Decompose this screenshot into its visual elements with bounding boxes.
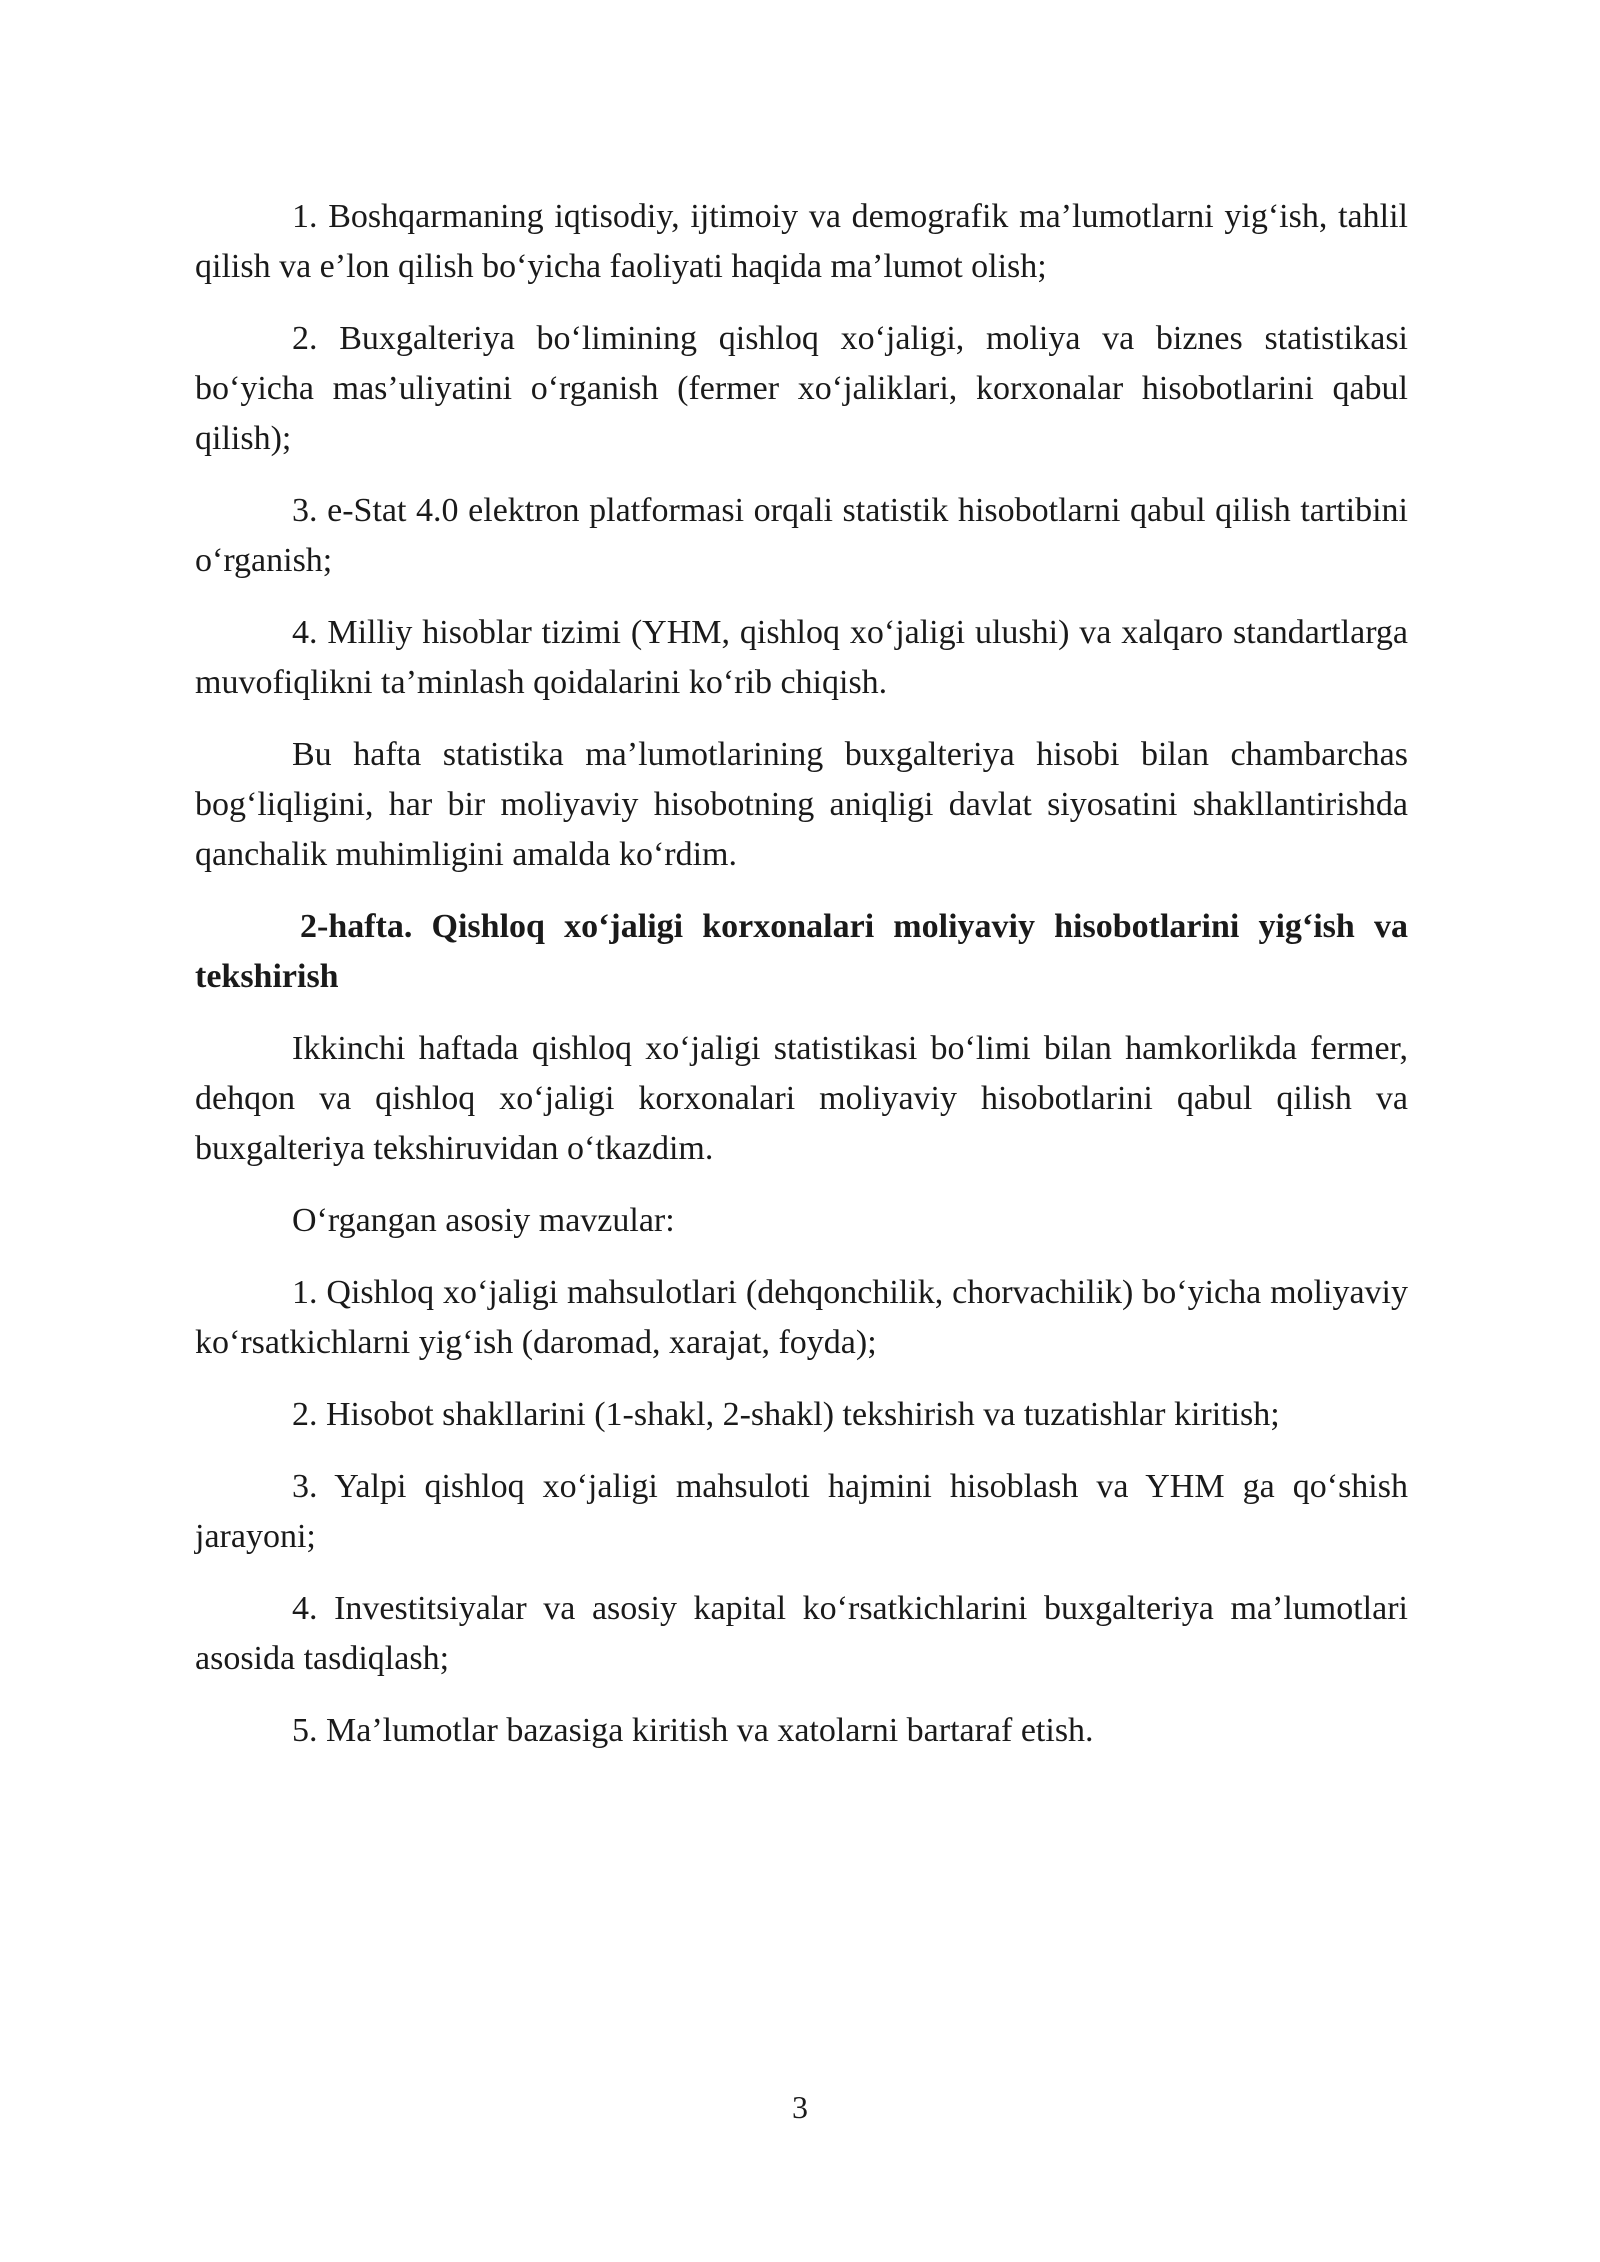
intro-item-4: 4. Milliy hisoblar tizimi (YHM, qishloq xo‘jaligi ulushi) va xalqaro standartlarga muvofiqlikni ta’minlash qoidalarini ko‘rib chiqish.: [195, 614, 1408, 701]
page-number: 3: [792, 2089, 808, 2125]
week1-summary: Bu hafta statistika ma’lumotlarining buxgalteriya hisobi bilan chambarchas bog‘liqligini, har bir moliyaviy hisobotning aniqligi davlat siyosatini shakllantirishda qanchalik muhimligini amalda ko‘rdim.: [195, 736, 1408, 873]
week2-topic-2: 2. Hisobot shakllarini (1-shakl, 2-shakl) tekshirish va tuzatishlar kiritish;: [292, 1396, 1280, 1433]
page-content: [195, 192, 1408, 1778]
week2-topic-5: 5. Ma’lumotlar bazasiga kiritish va xatolarni bartaraf etish.: [292, 1712, 1094, 1749]
week2-topic-3: 3. Yalpi qishloq xo‘jaligi mahsuloti hajmini hisoblash va YHM ga qo‘shish jarayoni;: [195, 1468, 1408, 1555]
week2-heading: 2-hafta. Qishloq xo‘jaligi korxonalari moliyaviy hisobotlarini yig‘ish va tekshirish: [195, 908, 1408, 995]
intro-item-3: 3. e-Stat 4.0 elektron platformasi orqali statistik hisobotlarni qabul qilish tartibini o‘rganish;: [195, 492, 1408, 579]
week2-intro: Ikkinchi haftada qishloq xo‘jaligi statistikasi bo‘limi bilan hamkorlikda fermer, dehqon va qishloq xo‘jaligi korxonalari moliyaviy hisobotlarini qabul qilish va buxgalteriya tekshiruvidan o‘tkazdim.: [195, 1030, 1408, 1167]
intro-item-1: 1. Boshqarmaning iqtisodiy, ijtimoiy va demografik ma’lumotlarni yig‘ish, tahlil qilish va e’lon qilish bo‘yicha faoliyati haqida ma’lumot olish;: [195, 198, 1408, 285]
week2-topic-4: 4. Investitsiyalar va asosiy kapital ko‘rsatkichlarini buxgalteriya ma’lumotlari asosida tasdiqlash;: [195, 1590, 1408, 1677]
intro-item-2: 2. Buxgalteriya bo‘limining qishloq xo‘jaligi, moliya va biznes statistikasi bo‘yicha mas’uliyatini o‘rganish (fermer xo‘jaliklari, korxonalar hisobotlarini qabul qilish);: [195, 320, 1408, 457]
week2-topics-label: O‘rgangan asosiy mavzular:: [292, 1202, 675, 1239]
week2-topic-1: 1. Qishloq xo‘jaligi mahsulotlari (dehqonchilik, chorvachilik) bo‘yicha moliyaviy ko‘rsatkichlarni yig‘ish (daromad, xarajat, foyda);: [195, 1274, 1408, 1361]
